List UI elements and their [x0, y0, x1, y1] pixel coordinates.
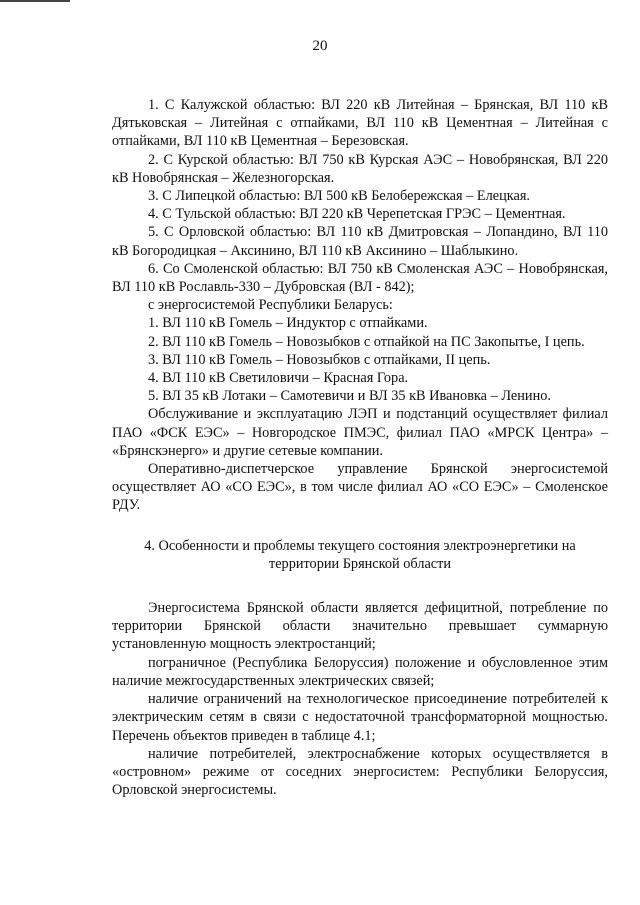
document-body	[112, 96, 608, 799]
paragraph: 1. ВЛ 110 кВ Гомель – Индуктор с отпайками.	[148, 315, 428, 332]
paragraph: пограничное (Республика Белоруссия) положение и обусловленное этим наличие межгосударственных электрических связей;	[112, 654, 608, 689]
paragraph: Оперативно-диспетчерское управление Брянской энергосистемой осуществляет АО «СО ЕЭС», в том числе филиал АО «СО ЕЭС» – Смоленское РДУ.	[112, 461, 608, 514]
paragraph: Обслуживание и эксплуатацию ЛЭП и подстанций осуществляет филиал ПАО «ФСК ЕЭС» – Новгородское ПМЭС, филиал ПАО «МРСК Центра» – «Брянскэнерго» и другие сетевые компании.	[112, 406, 608, 459]
paragraph: 2. С Курской областью: ВЛ 750 кВ Курская АЭС – Новобрянская, ВЛ 220 кВ Новобрянская – Железногорская.	[112, 151, 608, 186]
paragraph: 4. С Тульской областью: ВЛ 220 кВ Черепетская ГРЭС – Цементная.	[148, 206, 566, 223]
paragraph: наличие потребителей, электроснабжение которых осуществляется в «островном» режиме от соседних энергосистем: Республики Белоруссия, Орловской энергосистемы.	[112, 745, 608, 799]
paragraph: наличие ограничений на технологическое присоединение потребителей к электрическим сетям в связи с недостаточной трансформаторной мощностью. Перечень объектов приведен в таблице 4.1;	[112, 691, 608, 744]
paragraph: Энергосистема Брянской области является дефицитной, потребление по территории Брянской области значительно превышает суммарную установленную мощность электростанций;	[112, 600, 608, 653]
paragraph: 2. ВЛ 110 кВ Гомель – Новозыбков с отпайкой на ПС Закопытье, I цепь.	[148, 333, 585, 350]
section-title-line-2: территории Брянской области	[268, 555, 452, 572]
paragraph: 4. ВЛ 110 кВ Светиловичи – Красная Гора.	[148, 370, 409, 387]
page-number: 20	[312, 38, 328, 54]
paragraph: 5. ВЛ 35 кВ Лотаки – Самотевичи и ВЛ 35 кВ Ивановка – Ленино.	[148, 388, 551, 405]
paragraph: с энергосистемой Республики Беларусь:	[148, 297, 393, 314]
top-rule	[0, 0, 70, 2]
paragraph: 5. С Орловской областью: ВЛ 110 кВ Дмитровская – Лопандино, ВЛ 110 кВ Богородицкая – Аксинино, ВЛ 110 кВ Аксинино – Шаблыкино.	[112, 224, 608, 259]
paragraph: 3. ВЛ 110 кВ Гомель – Новозыбков с отпайками, II цепь.	[148, 351, 491, 368]
paragraph: 3. С Липецкой областью: ВЛ 500 кВ Белобережская – Елецкая.	[148, 188, 530, 205]
section-title	[112, 537, 608, 573]
paragraph: 6. Со Смоленской областью: ВЛ 750 кВ Смоленская АЭС – Новобрянская, ВЛ 110 кВ Рославль-330 – Дубровская (ВЛ - 842);	[112, 260, 608, 296]
section-title-line-1: 4. Особенности и проблемы текущего состояния электроэнергетики на	[144, 537, 576, 554]
paragraph: 1. С Калужской областью: ВЛ 220 кВ Литейная – Брянская, ВЛ 110 кВ Дятьковская – Литейная с отпайками, ВЛ 110 кВ Цементная – Литейная с отпайками, ВЛ 110 кВ Цементная – Березовская.	[112, 97, 608, 150]
